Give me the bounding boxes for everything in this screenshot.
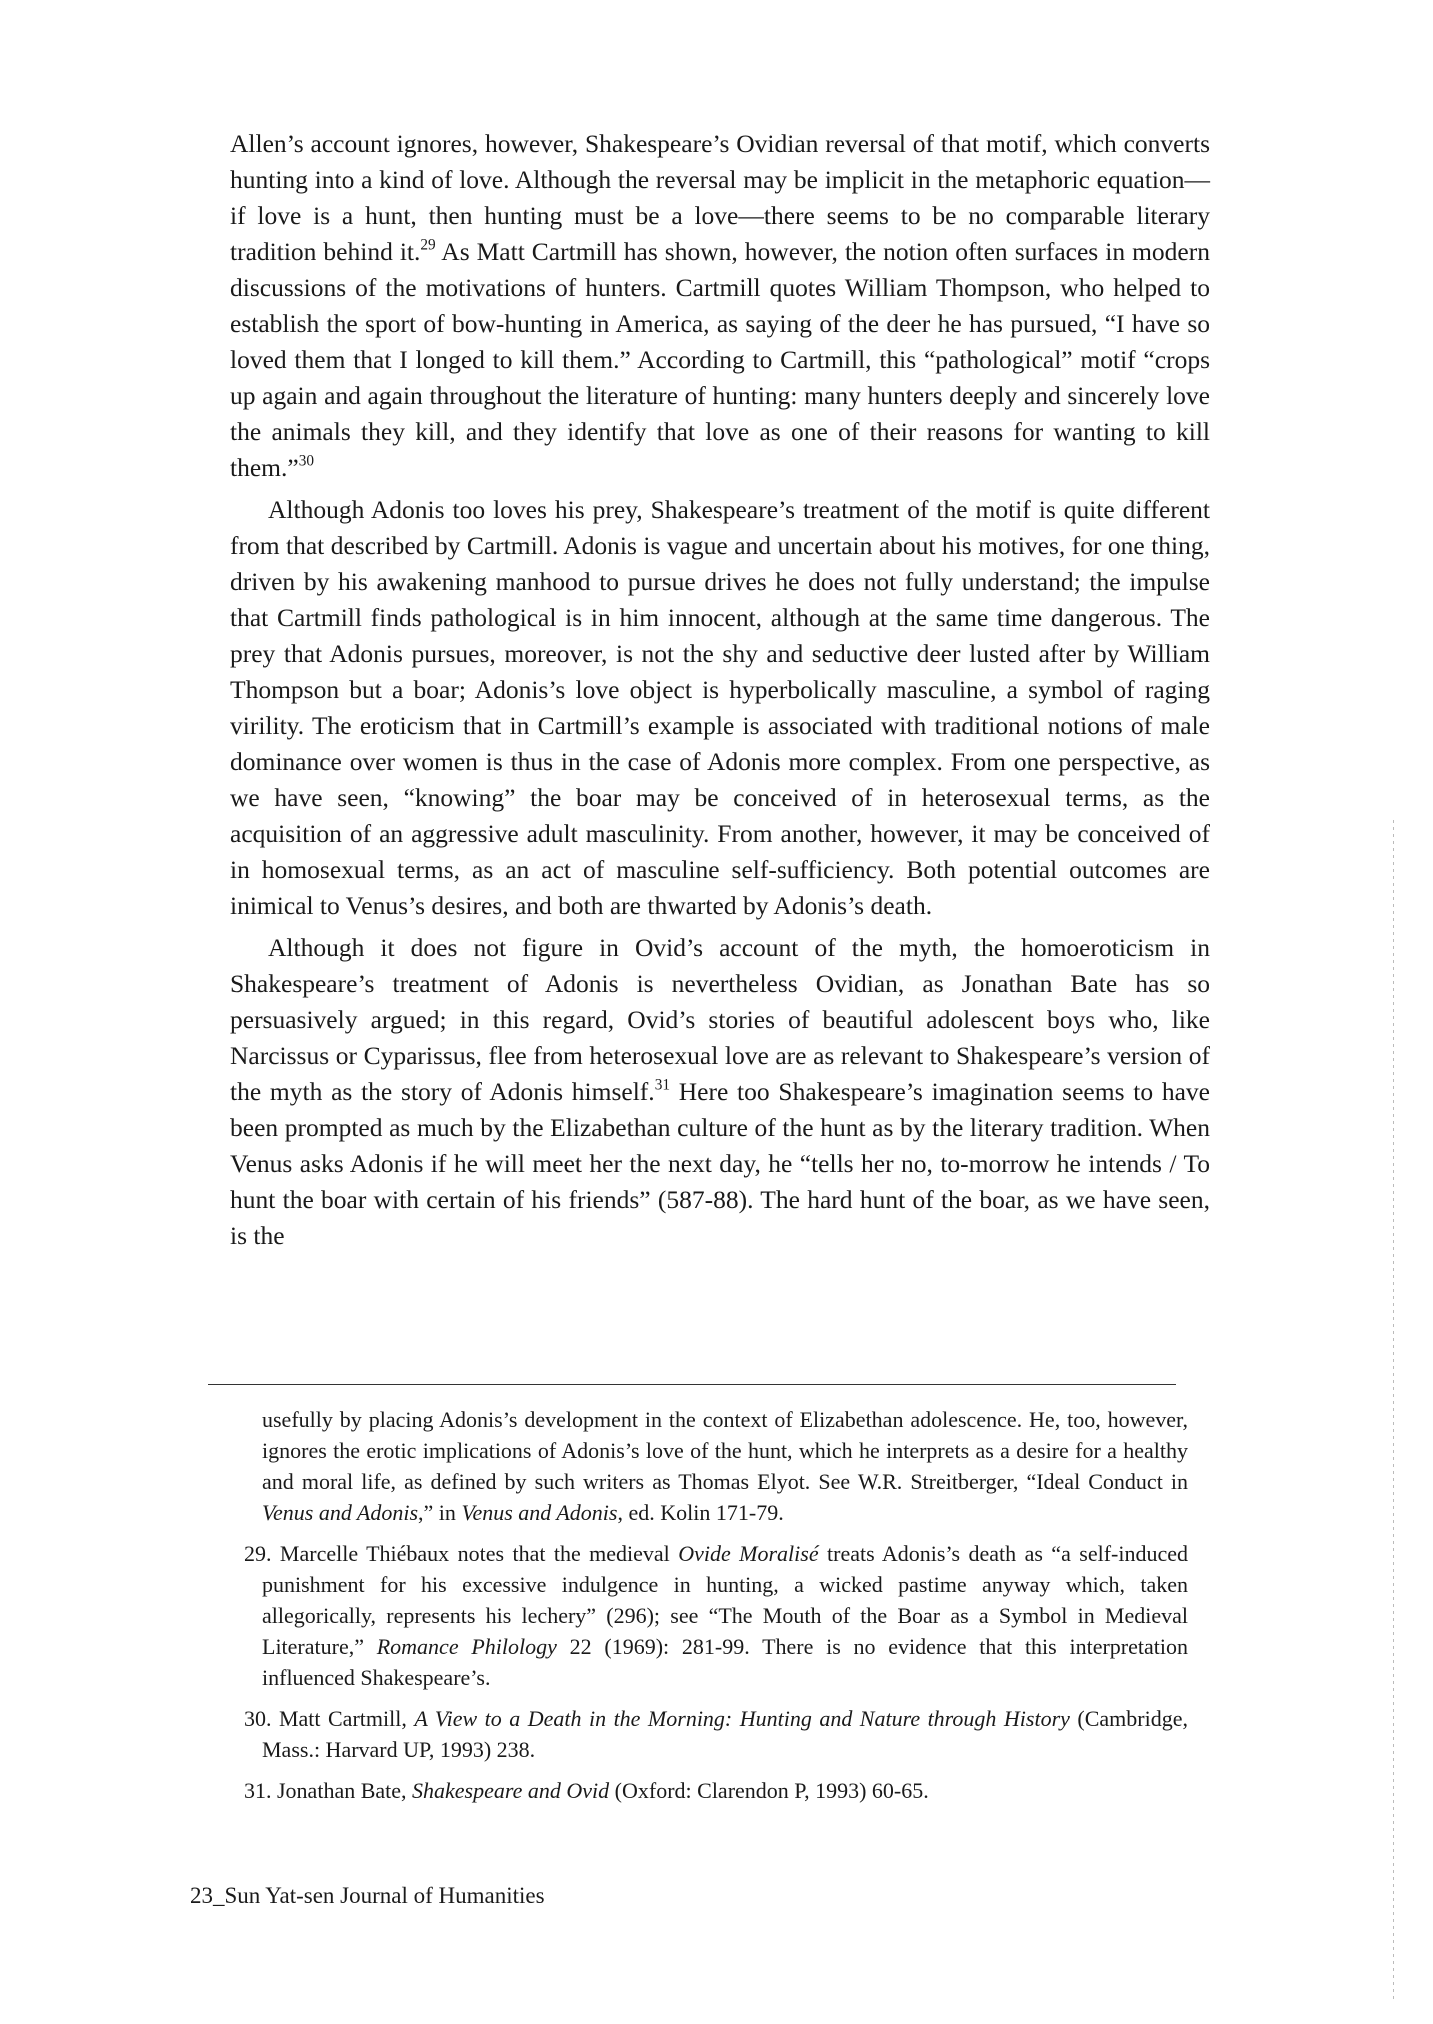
italic-title: Shakespeare and Ovid	[412, 1778, 610, 1803]
text-run: Although Adonis too loves his prey, Shakespeare’s treatment of the motif is quite different from that described by Cartmill. Adonis is vague and uncertain about his motives, for one thing, driven by his awakening manhood to pursue drives he does not fully understand; the impulse that Cartmill finds pathological is in him innocent, although at the same time dangerous. The prey that Adonis pursues, moreover, is not the shy and seductive deer lusted after by William Thompson but a boar; Adonis’s love object is hyperbolically masculine, a symbol of raging virility. The eroticism that in Cartmill’s example is associated with traditional notions of male dominance over women is thus in the case of Adonis more complex. From one perspective, as we have seen, “knowing” the boar may be conceived of in heterosexual terms, as the acquisition of an aggressive adult masculinity. From another, however, it may be conceived of in homosexual terms, as an act of masculine self-sufficiency. Both potential outcomes are inimical to Venus’s desires, and both are thwarted by Adonis’s death.	[230, 495, 1210, 920]
body-paragraph	[230, 930, 1210, 1254]
text-run: 30. Matt Cartmill,	[244, 1706, 415, 1731]
scan-edge-artifact	[1393, 820, 1394, 2000]
text-run: usefully by placing Adonis’s development in the context of Elizabethan adolescence. He, too, however, ignores the erotic implications of Adonis’s love of the hunt, which he interprets as a desire for a healthy and moral life, as defined by such writers as Thomas Elyot. See W.R. Streitberger, “Ideal Conduct in	[262, 1407, 1188, 1494]
footnotes-section	[244, 1404, 1188, 1816]
text-run: 29. Marcelle Thiébaux notes that the medieval	[244, 1541, 679, 1566]
body-paragraph	[230, 126, 1210, 486]
text-run: As Matt Cartmill has shown, however, the notion often surfaces in modern discussions of the motivations of hunters. Cartmill quotes William Thompson, who helped to establish the sport of bow-hunting in America, as saying of the deer he has pursued, “I have so loved them that I longed to kill them.” According to Cartmill, this “pathological” motif “crops up again and again throughout the literature of hunting: many hunters deeply and sincerely love the animals they kill, and they identify that love as one of their reasons for wanting to kill them.”	[230, 237, 1210, 482]
text-run: treats Adonis’s death as “a self-induced punishment for his excessive indulgence in hunting, a wicked pastime anyway which, taken allegorically, represents his lechery” (296); see “The Mouth of the Boar as a Symbol in Medieval Literature,”	[262, 1541, 1188, 1659]
italic-title: Romance Philology	[376, 1634, 557, 1659]
italic-title: Ovide Moralisé	[678, 1541, 819, 1566]
italic-title: Venus and Adonis	[262, 1500, 419, 1525]
text-run: Here too Shakespeare’s imagination seems to have been prompted as much by the Elizabethan culture of the hunt as by the literary tradition. When Venus asks Adonis if he will meet her the next day, he “tells her no, to-morrow he intends / To hunt the boar with certain of his friends” (587-88). The hard hunt of the boar, as we have seen, is the	[230, 1077, 1210, 1250]
text-run: Although it does not figure in Ovid’s account of the myth, the homoeroticism in Shakespeare’s treatment of Adonis is nevertheless Ovidian, as Jonathan Bate has so persuasively argued; in this regard, Ovid’s stories of beautiful adolescent boys who, like Narcissus or Cyparissus, flee from heterosexual love are as relevant to Shakespeare’s version of the myth as the story of Adonis himself.	[230, 933, 1210, 1106]
footnote-item	[244, 1538, 1188, 1693]
footnote-item	[244, 1775, 1188, 1806]
main-body-text	[230, 126, 1210, 1260]
text-run: 31. Jonathan Bate,	[244, 1778, 413, 1803]
footnote-reference: 29	[420, 236, 436, 254]
text-run: (Cambridge, Mass.: Harvard UP, 1993) 238.	[262, 1706, 1188, 1762]
footnote-continuation	[244, 1404, 1188, 1528]
footnote-reference: 31	[654, 1076, 670, 1094]
running-footer: 23_Sun Yat-sen Journal of Humanities	[190, 1883, 545, 1908]
text-run: Allen’s account ignores, however, Shakespeare’s Ovidian reversal of that motif, which converts hunting into a kind of love. Although the reversal may be implicit in the metaphoric equation—if love is a hunt, then hunting must be a love—there seems to be no comparable literary tradition behind it.	[230, 129, 1210, 266]
italic-title: Venus and Adonis	[461, 1500, 618, 1525]
text-run: ,” in	[418, 1500, 462, 1525]
italic-title: A View to a Death in the Morning: Hunting and Nature through History	[414, 1706, 1070, 1731]
text-run: 22 (1969): 281-99. There is no evidence that this interpretation influenced Shakespeare’s.	[262, 1634, 1188, 1690]
footnote-separator-rule	[208, 1384, 1176, 1385]
text-run: , ed. Kolin 171-79.	[617, 1500, 784, 1525]
footnote-item	[244, 1703, 1188, 1765]
text-run: (Oxford: Clarendon P, 1993) 60-65.	[609, 1778, 929, 1803]
footnote-reference: 30	[298, 452, 314, 470]
body-paragraph	[230, 492, 1210, 924]
